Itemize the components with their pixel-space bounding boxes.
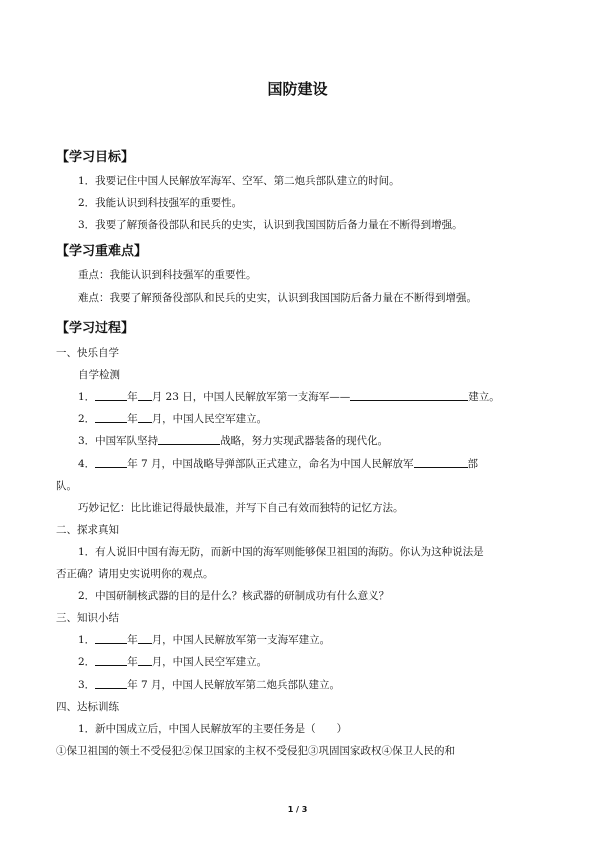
question-number: 2． [78,413,96,425]
question-text: 年 [127,634,138,646]
answer-blank[interactable] [138,412,152,423]
answer-blank[interactable] [95,457,127,468]
fill-question [78,457,478,471]
question-continuation: 否正确？请用史实说明你的观点。 [56,568,214,580]
question-number: 2． [78,656,96,668]
part1-subtitle: 自学检测 [78,369,120,381]
question-text: 月，中国人民解放军第一支海军建立。 [151,634,331,646]
question-number: 1． [78,391,96,403]
question-text: 1．有人说旧中国有海无防，而新中国的海军则能够保卫祖国的海防。你认为这种说法是 [78,546,484,558]
process-heading: 【学习过程】 [56,321,135,336]
page-number: 1 / 3 [287,805,308,814]
part2-title: 二、探求真知 [56,524,119,536]
question-text: 1．新中国成立后，中国人民解放军的主要任务是（ ） [78,723,348,735]
goals-heading: 【学习目标】 [56,150,135,165]
question-text: 部 [467,458,479,470]
answer-blank[interactable] [414,457,468,468]
answer-blank[interactable] [350,390,468,401]
question-text: 建立。 [468,391,500,403]
page-title: 国防建设 [267,80,328,98]
answer-blank[interactable] [95,412,127,423]
question-text: 3．中国军队坚持 [78,435,159,447]
answer-blank[interactable] [95,390,127,401]
answer-blank[interactable] [138,633,152,644]
goal-item: 3．我要了解预备役部队和民兵的史实，认识到我国国防后备力量在不断得到增强。 [78,219,463,231]
goal-item: 2．我能认识到科技强军的重要性。 [78,197,243,209]
answer-blank[interactable] [138,655,152,666]
answer-blank[interactable] [95,678,127,689]
question-number: 1． [78,634,96,646]
part1-title: 一、快乐自学 [56,347,119,359]
question-text: 年 [127,391,138,403]
answer-blank[interactable] [95,655,127,666]
fill-question [78,633,330,647]
focus-text: 重点：我能认识到科技强军的重要性。 [78,269,257,281]
question-text: 月，中国人民空军建立。 [151,656,268,668]
answer-blank[interactable] [138,390,152,401]
fill-question [78,390,500,404]
question-text: 2．中国研制核武器的目的是什么？核武器的研制成功有什么意义？ [78,590,390,602]
question-text: 年 [127,656,138,668]
question-continuation: 队。 [56,480,77,492]
fill-question [78,655,267,669]
question-text: 年 [127,413,138,425]
question-text: 战略，努力实现武器装备的现代化。 [220,435,389,447]
question-options: ①保卫祖国的领土不受侵犯②保卫国家的主权不受侵犯③巩固国家政权④保卫人民的和 [56,745,455,757]
question-text: 年 7 月，中国战略导弹部队正式建立，命名为中国人民解放军 [127,458,414,470]
goal-item: 1．我要记住中国人民解放军海军、空军、第二炮兵部队建立的时间。 [78,175,400,187]
memory-tip: 巧妙记忆：比比谁记得最快最准，并写下自己有效而独特的记忆方法。 [78,502,404,514]
fill-question [78,412,267,426]
difficulty-text: 难点：我要了解预备役部队和民兵的史实，认识到我国国防后备力量在不断得到增强。 [78,292,477,304]
answer-blank[interactable] [158,434,220,445]
question-number: 4． [78,458,96,470]
part4-title: 四、达标训练 [56,701,119,713]
part3-title: 三、知识小结 [56,612,119,624]
fill-question [78,434,388,448]
fill-question [78,678,340,692]
answer-blank[interactable] [95,633,127,644]
question-text: 月，中国人民空军建立。 [151,413,268,425]
question-number: 3． [78,679,96,691]
key-points-heading: 【学习重难点】 [56,244,148,259]
question-text: 月 23 日，中国人民解放军第一支海军—— [151,391,351,403]
question-text: 年 7 月，中国人民解放军第二炮兵部队建立。 [127,679,341,691]
